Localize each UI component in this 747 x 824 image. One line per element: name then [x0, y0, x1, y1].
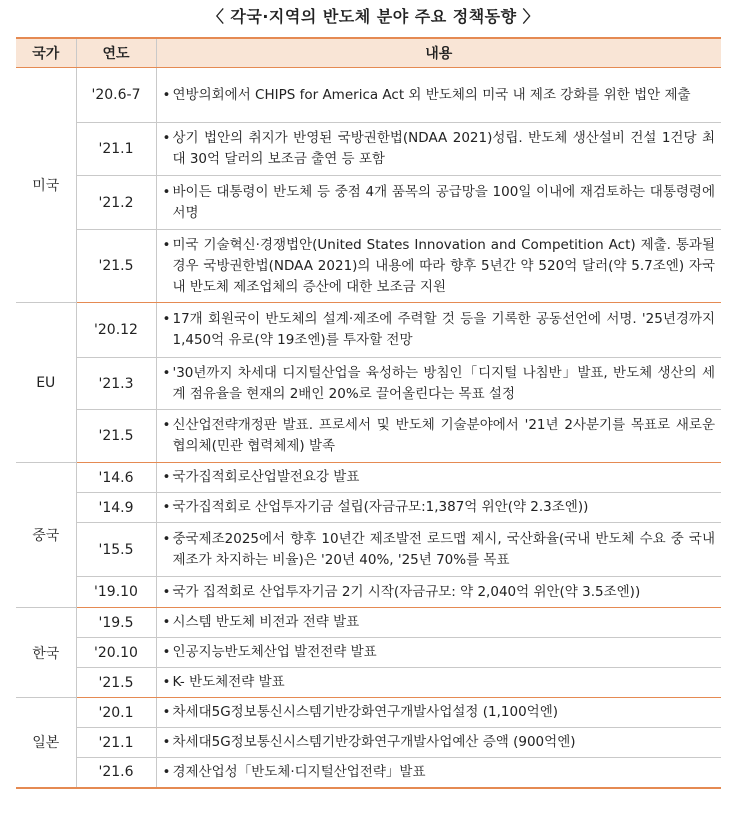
bullet: • [162, 130, 171, 146]
country-cell: 중국 [16, 463, 76, 608]
policy-table [16, 37, 721, 789]
table-row [16, 176, 721, 230]
table-row [16, 410, 721, 463]
year-cell: '14.6 [76, 463, 156, 493]
year-cell: '21.2 [76, 176, 156, 230]
content-text: 국가집적회로 산업투자기금 설립(자금규모:1,387억 위안(약 2.3조엔)) [172, 499, 589, 515]
table-row [16, 463, 721, 493]
content-text: 상기 법안의 취지가 반영된 국방권한법(NDAA 2021)성립. 반도체 생산설비 건설 1건당 최대 30억 달러의 보조금 출연 등 포함 [172, 130, 715, 167]
bullet: • [162, 644, 171, 660]
year-cell: '20.1 [76, 698, 156, 728]
content-text: 차세대5G정보통신시스템기반강화연구개발사업설정 (1,100억엔) [172, 704, 559, 720]
bullet: • [162, 86, 171, 103]
content-cell [156, 230, 721, 303]
bullet: • [162, 469, 171, 485]
year-cell: '20.6-7 [76, 68, 156, 123]
content-text: 국가집적회로산업발전요강 발표 [172, 469, 360, 485]
content-cell [156, 303, 721, 358]
content-cell [156, 523, 721, 577]
year-cell: '21.3 [76, 358, 156, 410]
content-text: 미국 기술혁신·경쟁법안(United States Innovation and Competition Act) 제출. 통과될 경우 국방권한법(NDAA 2021)의 내용에 따라 향후 5년간 약 520억 달러(약 5.7조엔) 자국 내 반도체 제조업체의 증산에 대한 보조금 지원 [172, 236, 715, 295]
content-cell [156, 358, 721, 410]
table-row [16, 758, 721, 788]
content-text: 17개 회원국이 반도체의 설계·제조에 주력할 것 등을 기록한 공동선언에 서명. '25년경까지 1,450억 유로(약 19조엔)를 투자할 전망 [172, 311, 715, 348]
content-cell [156, 463, 721, 493]
year-cell: '19.10 [76, 577, 156, 608]
content-text: 차세대5G정보통신시스템기반강화연구개발사업예산 증액 (900억엔) [172, 734, 576, 750]
year-cell: '15.5 [76, 523, 156, 577]
content-cell [156, 123, 721, 176]
year-cell: '19.5 [76, 608, 156, 638]
bullet: • [162, 763, 171, 780]
content-cell [156, 668, 721, 698]
content-text: 시스템 반도체 비전과 전략 발표 [172, 614, 360, 630]
table-row [16, 303, 721, 358]
bullet: • [162, 614, 171, 630]
header-country: 국가 [16, 38, 76, 68]
year-cell: '21.6 [76, 758, 156, 788]
country-cell: EU [16, 303, 76, 463]
content-text: 연방의회에서 CHIPS for America Act 외 반도체의 미국 내 제조 강화를 위한 법안 제출 [172, 86, 691, 103]
table-row [16, 668, 721, 698]
content-text: 인공지능반도체산업 발전전략 발표 [172, 644, 377, 660]
content-text: K- 반도체전략 발표 [172, 674, 285, 690]
table-row [16, 728, 721, 758]
header-row [16, 38, 721, 68]
bullet: • [162, 674, 171, 690]
country-cell: 한국 [16, 608, 76, 698]
content-cell [156, 758, 721, 788]
header-content: 내용 [156, 38, 721, 68]
bullet: • [162, 183, 171, 200]
bullet: • [162, 499, 171, 515]
table-row [16, 68, 721, 123]
content-text: 바이든 대통령이 반도체 등 중점 4개 품목의 공급망을 100일 이내에 재검토하는 대통령령에 서명 [172, 183, 715, 221]
content-cell [156, 176, 721, 230]
table-row [16, 698, 721, 728]
content-text: 신산업전략개정판 발표. 프로세서 및 반도체 기술분야에서 '21년 2사분기를 목표로 새로운 협의체(민관 협력체제) 발족 [172, 417, 715, 454]
table-row [16, 493, 721, 523]
content-cell [156, 608, 721, 638]
bullet: • [162, 364, 171, 381]
table-row [16, 523, 721, 577]
year-cell: '20.10 [76, 638, 156, 668]
table-row [16, 358, 721, 410]
bullet: • [162, 734, 171, 750]
content-cell [156, 577, 721, 608]
bullet: • [162, 417, 171, 433]
year-cell: '21.5 [76, 410, 156, 463]
table-row [16, 123, 721, 176]
country-cell: 일본 [16, 698, 76, 788]
content-cell [156, 68, 721, 123]
content-cell [156, 728, 721, 758]
bullet: • [162, 704, 171, 720]
year-cell: '21.5 [76, 230, 156, 303]
year-cell: '20.12 [76, 303, 156, 358]
table-row [16, 638, 721, 668]
content-text: '30년까지 차세대 디지털산업을 육성하는 방침인「디지털 나침반」발표, 반도체 생산의 세계 점유율을 현재의 2배인 20%로 끌어올린다는 목표 설정 [172, 364, 715, 402]
table-title: 〈 각국·지역의 반도체 분야 주요 정책동향 〉 [207, 7, 540, 26]
content-cell [156, 410, 721, 463]
content-text: 경제산업성「반도체·디지털산업전략」발표 [172, 763, 426, 780]
header-year: 연도 [76, 38, 156, 68]
year-cell: '14.9 [76, 493, 156, 523]
bullet: • [162, 530, 171, 547]
table-row [16, 608, 721, 638]
content-text: 중국제조2025에서 향후 10년간 제조발전 로드맵 제시, 국산화율(국내 반도체 수요 중 국내 제조가 차지하는 비율)은 '20년 40%, '25년 70%를 목표 [172, 530, 715, 568]
year-cell: '21.1 [76, 123, 156, 176]
content-cell [156, 638, 721, 668]
bullet: • [162, 311, 171, 327]
table-row [16, 230, 721, 303]
content-cell [156, 698, 721, 728]
year-cell: '21.1 [76, 728, 156, 758]
bullet: • [162, 583, 171, 600]
country-cell: 미국 [16, 68, 76, 303]
year-cell: '21.5 [76, 668, 156, 698]
content-cell [156, 493, 721, 523]
content-text: 국가 집적회로 산업투자기금 2기 시작(자금규모: 약 2,040억 위안(약 3.5조엔)) [172, 583, 641, 600]
table-row [16, 577, 721, 608]
bullet: • [162, 236, 171, 253]
